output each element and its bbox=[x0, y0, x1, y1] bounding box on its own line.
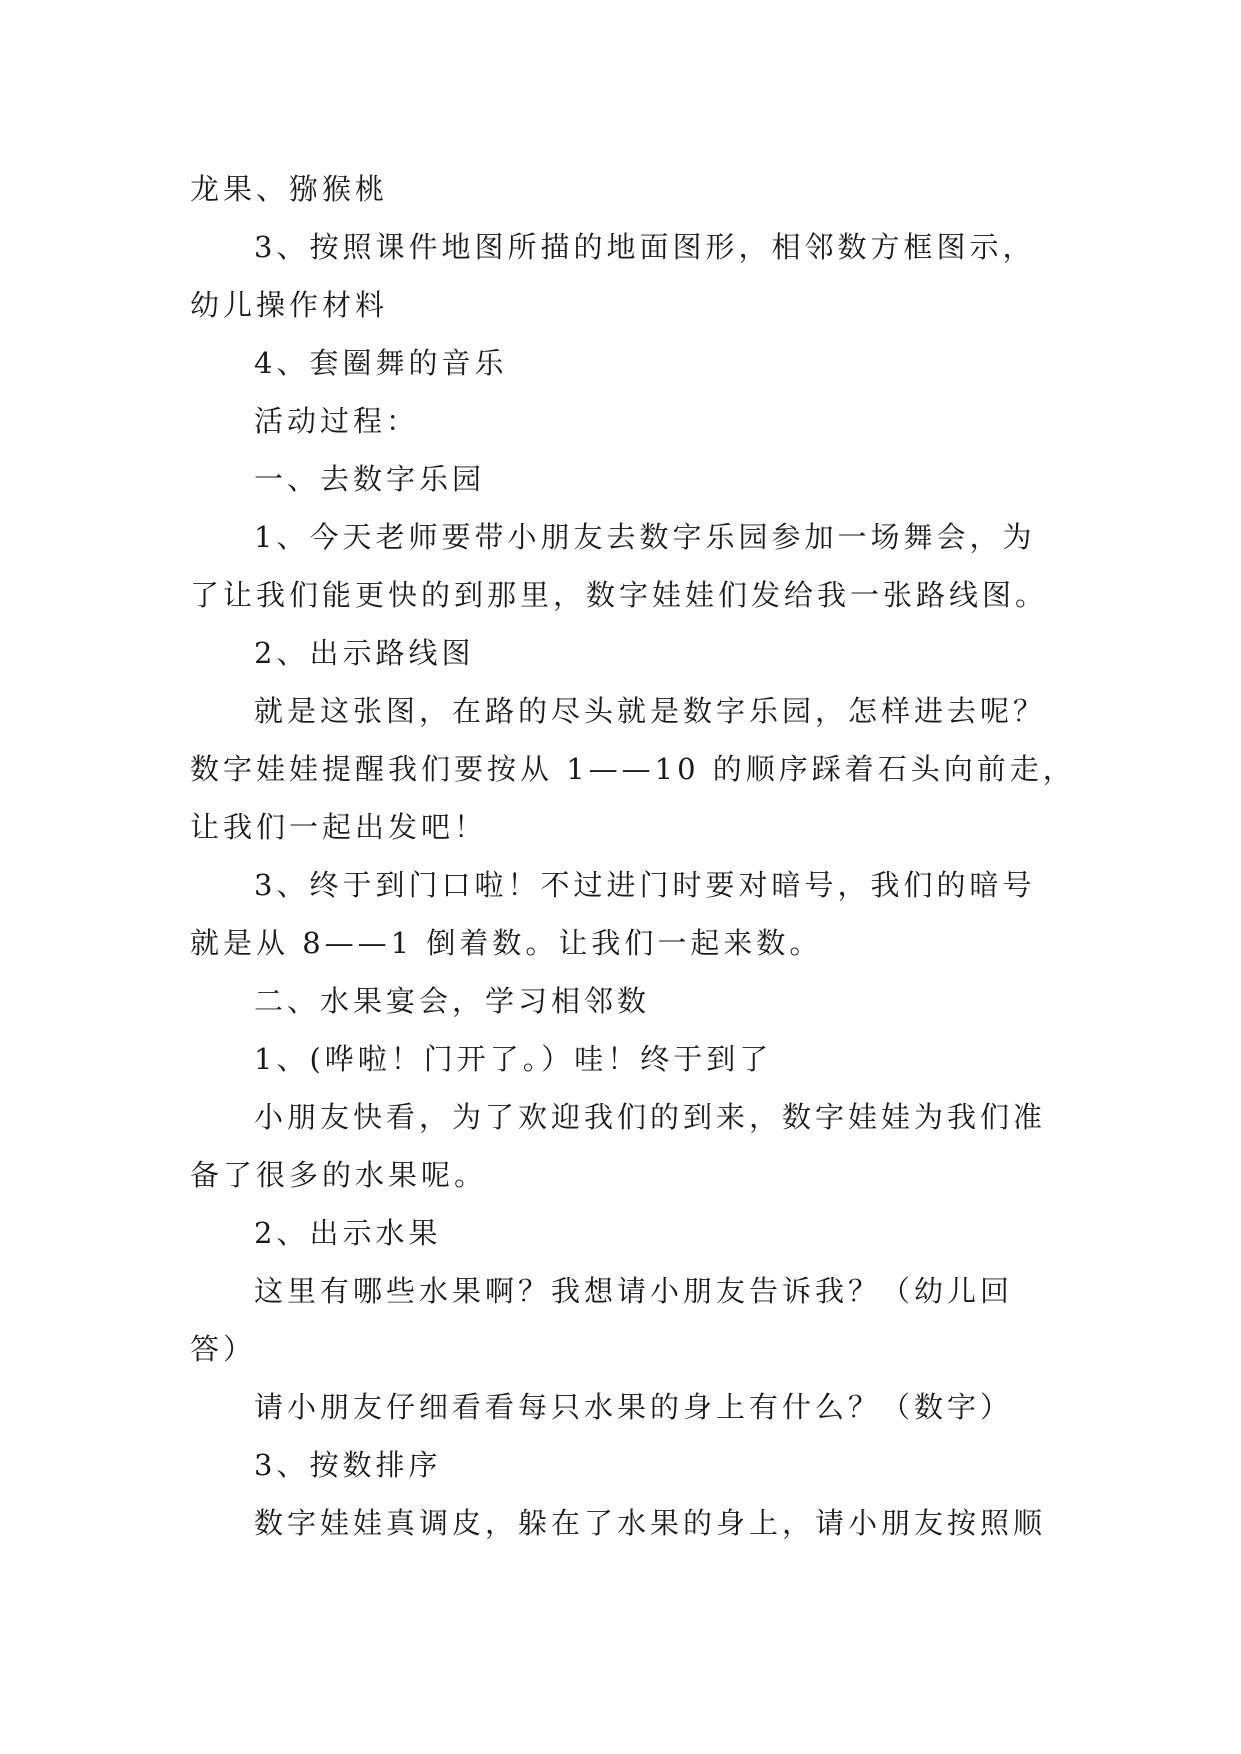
text-line: 让我们一起出发吧！ bbox=[190, 810, 488, 844]
text-line: 4、套圈舞的音乐 bbox=[254, 346, 508, 380]
text-line: 2、出示水果 bbox=[254, 1216, 442, 1250]
section-heading: 活动过程： bbox=[254, 404, 420, 438]
text-line: 数字娃娃提醒我们要按从 1——10 的顺序踩着石头向前走， bbox=[190, 752, 1076, 786]
text-line: 请小朋友仔细看看每只水果的身上有什么？（数字） bbox=[254, 1390, 1014, 1424]
text-line: 就是这张图，在路的尽头就是数字乐园，怎样进去呢？ bbox=[254, 694, 1047, 728]
text-line: 这里有哪些水果啊？我想请小朋友告诉我？（幼儿回 bbox=[254, 1274, 1014, 1308]
text-line: 幼儿操作材料 bbox=[190, 288, 389, 322]
text-line: 1、(哗啦！门开了。）哇！终于到了 bbox=[254, 1042, 773, 1076]
text-line: 1、今天老师要带小朋友去数字乐园参加一场舞会，为 bbox=[254, 520, 1036, 554]
section-heading: 一、去数字乐园 bbox=[254, 462, 486, 496]
text-line: 小朋友快看，为了欢迎我们的到来，数字娃娃为我们准 bbox=[254, 1100, 1047, 1134]
text-line: 备了很多的水果呢。 bbox=[190, 1158, 488, 1192]
text-line: 3、按照课件地图所描的地面图形，相邻数方框图示， bbox=[254, 230, 1036, 264]
section-heading: 二、水果宴会，学习相邻数 bbox=[254, 984, 651, 1018]
text-line: 了让我们能更快的到那里，数字娃娃们发给我一张路线图。 bbox=[190, 578, 1049, 612]
text-line: 3、终于到门口啦！不过进门时要对暗号，我们的暗号 bbox=[254, 868, 1036, 902]
document-body bbox=[190, 160, 1080, 1552]
text-line: 就是从 8——1 倒着数。让我们一起来数。 bbox=[190, 926, 823, 960]
text-line: 3、按数排序 bbox=[254, 1448, 442, 1482]
text-line: 2、出示路线图 bbox=[254, 636, 475, 670]
text-line: 答） bbox=[190, 1332, 257, 1366]
text-line: 龙果、猕猴桃 bbox=[190, 172, 389, 206]
text-line: 数字娃娃真调皮，躲在了水果的身上，请小朋友按照顺 bbox=[254, 1506, 1047, 1540]
